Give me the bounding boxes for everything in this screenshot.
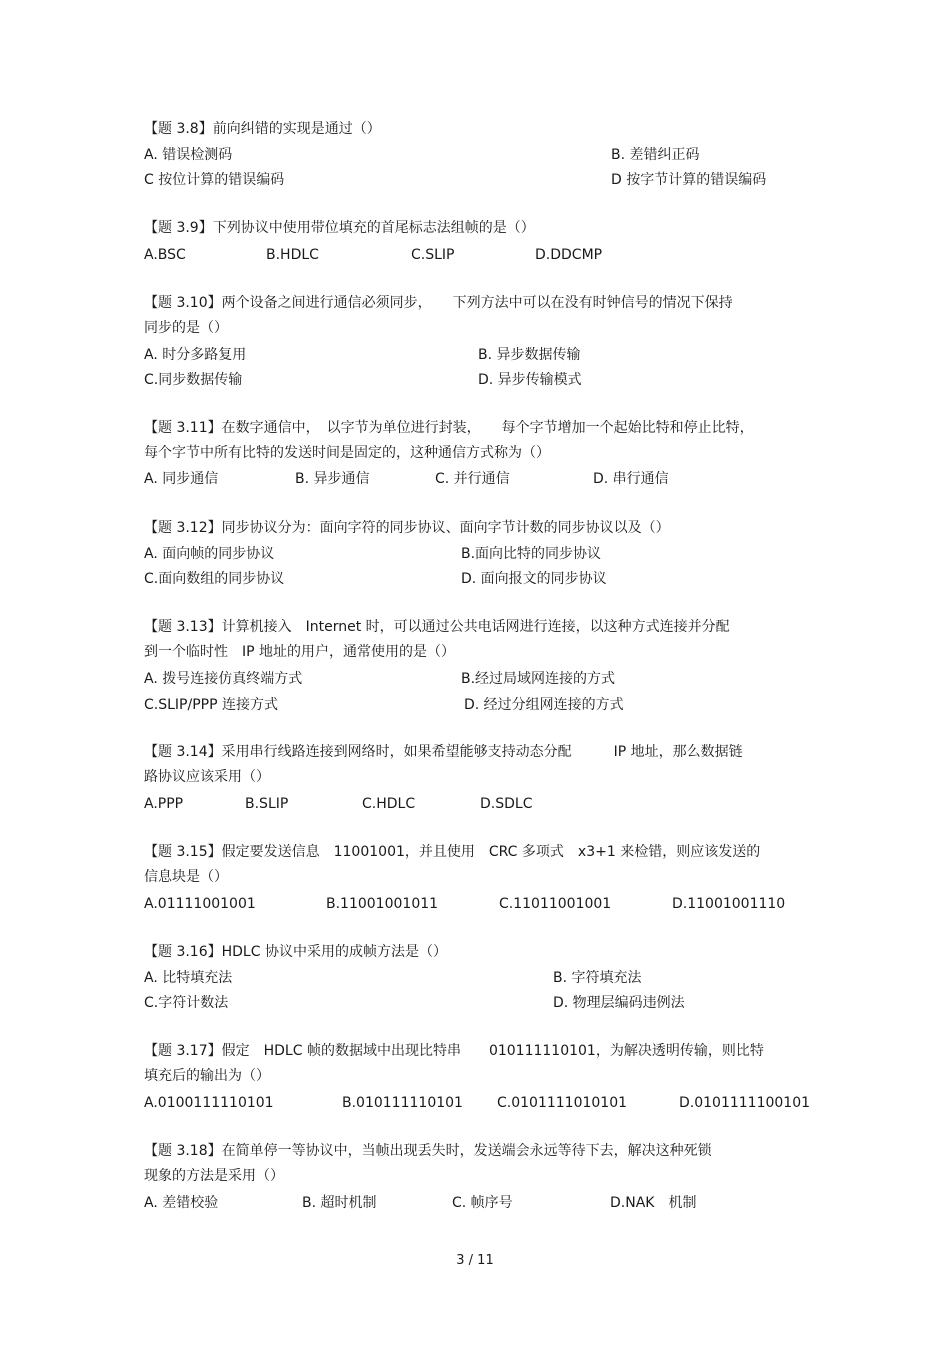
option-d: D.DDCMP [535,247,603,263]
option-c: C. 帧序号 [452,1195,513,1211]
question-stem-line-2: 信息块是（） [144,869,228,885]
question-stem-line-1: 【题 3.10】两个设备之间进行通信必须同步， 下列方法中可以在没有时钟信号的情况下保持 [144,295,733,311]
option-b: B.经过局域网连接的方式 [461,671,616,687]
option-c: C 按位计算的错误编码 [144,172,285,188]
option-c: C. 并行通信 [435,471,510,487]
question-stem: 【题 3.16】HDLC 协议中采用的成帧方法是（） [144,944,447,960]
option-c: C.SLIP [411,247,455,263]
option-d: D.0101111100101 [679,1095,811,1111]
option-c: C.11011001001 [499,896,612,912]
question-stem-line-1: 【题 3.13】计算机接入 Internet 时，可以通过公共电话网进行连接，以这种方式连接并分配 [144,619,730,635]
question-stem-line-2: 路协议应该采用（） [144,769,270,785]
option-a: A.BSC [144,247,186,263]
question-stem-line-2: 每个字节中所有比特的发送时间是固定的，这种通信方式称为（） [144,445,550,461]
question-stem-line-1: 【题 3.11】在数字通信中， 以字节为单位进行封装， 每个字节增加一个起始比特和停止比特， [144,420,754,436]
option-a: A. 拨号连接仿真终端方式 [144,671,303,687]
option-a: A.PPP [144,796,184,812]
option-a: A. 面向帧的同步协议 [144,546,275,562]
option-b: B.11001001011 [326,896,439,912]
option-b: B.SLIP [245,796,289,812]
option-a: A. 差错校验 [144,1195,219,1211]
option-a: A. 时分多路复用 [144,347,247,363]
option-d: D. 经过分组网连接的方式 [464,697,624,713]
question-stem: 【题 3.8】前向纠错的实现是通过（） [144,121,381,137]
option-a: A.0100111110101 [144,1095,274,1111]
option-c: C.HDLC [362,796,416,812]
option-c: C.面向数组的同步协议 [144,571,285,587]
question-stem-line-2: 填充后的输出为（） [144,1068,270,1084]
option-d: D. 物理层编码违例法 [553,995,685,1011]
option-c: C.0101111010101 [497,1095,628,1111]
option-b: B. 差错纠正码 [611,147,700,163]
option-b: B. 异步通信 [295,471,370,487]
option-b: B. 异步数据传输 [478,347,581,363]
option-d: D. 串行通信 [593,471,669,487]
option-d: D.11001001110 [672,896,786,912]
option-c: C.字符计数法 [144,995,229,1011]
option-a: A. 同步通信 [144,471,219,487]
option-d: D 按字节计算的错误编码 [611,172,767,188]
option-c: C.SLIP/PPP 连接方式 [144,697,278,713]
option-a: A. 错误检测码 [144,147,233,163]
option-b: B.面向比特的同步协议 [461,546,602,562]
option-b: B.HDLC [266,247,319,263]
question-stem: 【题 3.12】同步协议分为：面向字符的同步协议、面向字节计数的同步协议以及（） [144,520,670,536]
question-stem-line-2: 同步的是（） [144,320,228,336]
question-stem-line-2: 到一个临时性 IP 地址的用户，通常使用的是（） [144,644,456,660]
option-a: A.01111001001 [144,896,256,912]
option-b: B. 超时机制 [302,1195,377,1211]
question-stem-line-1: 【题 3.18】在简单停一等协议中，当帧出现丢失时，发送端会永远等待下去，解决这种死锁 [144,1143,712,1159]
option-a: A. 比特填充法 [144,970,233,986]
option-d: D. 面向报文的同步协议 [461,571,607,587]
option-d: D. 异步传输模式 [478,372,582,388]
option-b: B. 字符填充法 [553,970,642,986]
question-stem: 【题 3.9】下列协议中使用带位填充的首尾标志法组帧的是（） [144,220,535,236]
question-stem-line-1: 【题 3.15】假定要发送信息 11001001，并且使用 CRC 多项式 x3+1 来检错，则应该发送的 [144,844,761,860]
question-stem-line-2: 现象的方法是采用（） [144,1168,284,1184]
question-stem-line-1: 【题 3.17】假定 HDLC 帧的数据域中出现比特串 010111110101，为解决透明传输，则比特 [144,1043,764,1059]
question-stem-line-1: 【题 3.14】采用串行线路连接到网络时，如果希望能够支持动态分配 IP 地址，那么数据链 [144,744,743,760]
option-d: D.SDLC [480,796,533,812]
option-b: B.010111110101 [342,1095,463,1111]
option-d: D.NAK 机制 [610,1195,697,1211]
option-c: C.同步数据传输 [144,372,243,388]
page-number: 3 / 11 [456,1253,494,1268]
